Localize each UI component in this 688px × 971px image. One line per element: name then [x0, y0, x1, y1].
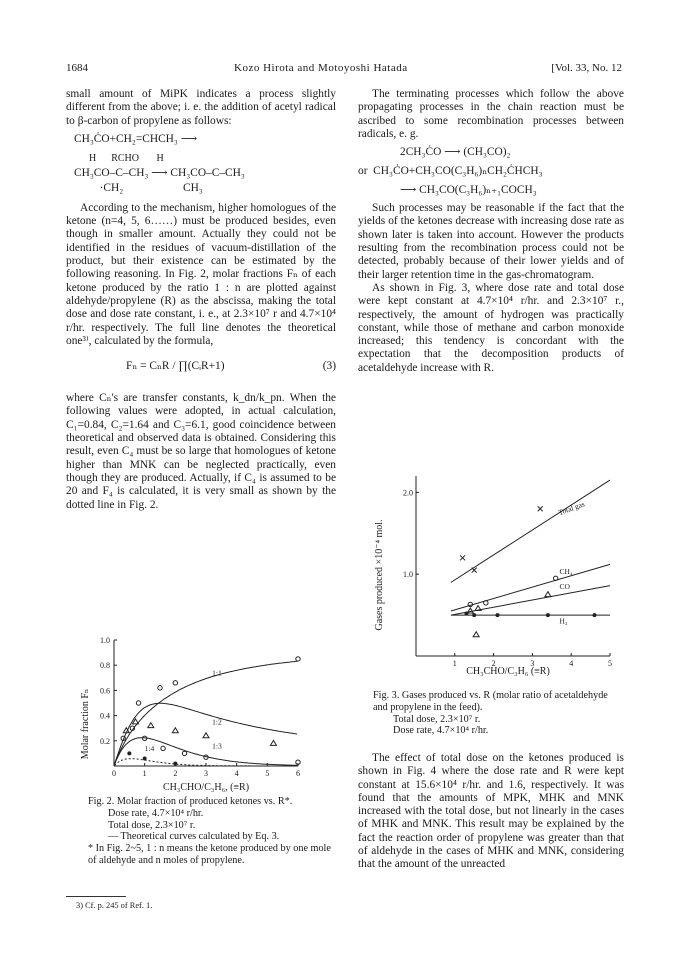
equation: or CH₃ĊO+CH₃CO(C₃H₆)ₙCH₂ĊHCH₃: [358, 165, 543, 178]
equation-3: [66, 348, 336, 392]
data-point: [592, 613, 596, 617]
data-point: [182, 751, 186, 755]
x-tick-label: 2: [491, 659, 496, 668]
data-point: [270, 740, 276, 745]
footnote-star: * In Fig. 2~5, 1 : n means the ketone produced by one mole of aldehyde and n moles of propylene.: [88, 843, 331, 866]
page-number: 1684: [66, 62, 88, 74]
data-point: [158, 686, 162, 690]
data-point: [172, 728, 178, 733]
equation: CH₃CO–C–CH₃ ⟶ CH₃CO–C–CH₃: [74, 166, 245, 179]
equation-number: (3): [322, 360, 336, 373]
caption-line: Total dose, 2.3×10⁷ r.: [108, 819, 196, 831]
y-tick-label: 2.0: [403, 488, 413, 498]
data-point: [148, 723, 154, 728]
figure-2-chart: [70, 632, 320, 792]
running-authors: Kozo Hirota and Motoyoshi Hatada: [234, 62, 408, 74]
right-column-top: [358, 88, 624, 375]
caption-line: Dose rate, 4.7×10⁴ r/hr.: [393, 725, 489, 737]
data-point: [136, 701, 140, 705]
data-point: [473, 632, 479, 637]
x-tick-label: 1: [452, 659, 457, 668]
x-tick-label: 0: [112, 769, 116, 778]
equation: 2CH₃ĊO ⟶ (CH₃CO)₂: [400, 146, 511, 159]
data-point: [161, 746, 165, 750]
equation: H RCHO H: [74, 152, 164, 164]
data-point: [538, 506, 543, 511]
data-point: [173, 761, 177, 765]
x-tick-label: 4: [569, 659, 574, 668]
equation: ·CH₂ CH₃: [74, 181, 203, 194]
x-tick-label: 1: [142, 769, 147, 778]
paragraph: where Cₙ's are transfer constants, k_dn/k_pn. When the following values were adopted, in actual calculation, C₁=0.84, C₂=1.64 and C₃=6.1, good coincidence between theoretical and observed data is obtained. Considering this result, even C₄ must be so large that homologues of ketone higher than MNK can be neglected practically, even though they are produced. Actually, if C₄ is assumed to be 20 and F₄ is calculated, it is very small as shown by the dotted line in Fig. 2.: [66, 392, 336, 511]
data-point: [460, 555, 465, 560]
x-tick-label: 3: [530, 659, 535, 668]
x-tick-label: 3: [204, 769, 208, 778]
series-label: Total gas: [557, 499, 586, 518]
paragraph: As shown in Fig. 3, where dose rate and total dose were kept constant at 4.7×10⁴ r/hr. and 2.3×10⁷ r., respectively, the amount of hydrogen was practically constant, while those of methane and carbon monoxide increased; this tendency is concordant with the expectation that the decomposition products of acetaldehyde increase with R.: [358, 281, 624, 374]
data-point: [546, 613, 550, 617]
data-point: [296, 657, 300, 661]
y-tick-label: 0.6: [100, 686, 110, 696]
y-tick-label: 0.2: [100, 736, 110, 746]
series-label: 1:4: [144, 743, 155, 753]
paragraph: The effect of total dose on the ketones produced is shown in Fig. 4 where the dose rate and R were kept constant at 15.6×10⁴ r/hr. and 1.6, respectively. It was found that the amounts of MPK, MHK and MNK increased with the total dose, but not linearly in the cases of MHK and MNK. This result may be explained by the fact the reaction order of propylene was greater than that of aldehyde in the cases of MHK and MNK, considering that the amount of the unreacted: [358, 752, 624, 871]
equation: ⟶ CH₃CO(C₃H₆)ₙ₊₁COCH₃: [400, 184, 537, 197]
figure-2-caption: [88, 796, 338, 867]
paragraph: Such processes may be reasonable if the fact that the yields of the ketones decrease with increasing dose rate as shown later is taken into account. However the products resulting from the recombination process could not be detected, probably because of their lower yields and of their larger retention time in the gas-chromatogram.: [358, 202, 624, 281]
x-tick-label: 6: [296, 769, 300, 778]
series-label: CH₄: [559, 567, 573, 577]
series-label: CO: [559, 581, 570, 591]
left-column: [66, 88, 336, 512]
x-axis-label: CH₃CHO/C₃H₆, (≡R): [162, 782, 250, 792]
series-label: H₂: [559, 616, 568, 626]
x-axis-label: CH₃CHO/C₃H₆ (≡R): [466, 666, 550, 677]
caption-title: Fig. 2. Molar fraction of produced ketones vs. R*.: [88, 796, 293, 807]
y-axis-label: Molar fraction Fₙ: [80, 688, 91, 760]
data-point: [472, 613, 476, 617]
y-tick-label: 1.0: [100, 636, 110, 645]
y-tick-label: 0.4: [100, 711, 110, 721]
equation: CH₃ĊO+CH₂=CHCH₃ ⟶: [74, 132, 198, 145]
curve-1-3: [115, 738, 298, 766]
data-point: [143, 756, 147, 760]
x-tick-label: 2: [173, 769, 178, 778]
figure-3-caption: [373, 690, 623, 737]
series-label: 1:2: [212, 717, 222, 727]
volume-info: [Vol. 33, No. 12: [551, 62, 622, 74]
footnote-rule: [66, 896, 126, 897]
data-point: [495, 613, 499, 617]
x-tick-label: 5: [608, 659, 612, 668]
data-point: [203, 733, 209, 738]
y-tick-label: 0.8: [100, 661, 110, 671]
caption-line: Dose rate, 4.7×10⁴ r/hr.: [108, 807, 204, 819]
x-tick-label: 4: [234, 769, 239, 778]
right-column-bottom: [358, 752, 624, 872]
y-axis-label: Gases produced ×10⁻⁴ mol.: [374, 519, 385, 631]
caption-line: — Theoretical curves calculated by Eq. 3.: [108, 831, 280, 843]
data-point: [545, 592, 551, 597]
caption-line: Total dose, 2.3×10⁷ r.: [393, 713, 481, 725]
paragraph: According to the mechanism, higher homologues of the ketone (n=4, 5, 6……) must be produced besides, even though in smaller amount. Actually they could not be identified in the residues of vacuum-distillation of the product, but their existence can be estimated by the following reasoning. In Fig. 2, molar fractions Fₙ of each ketone produced by the ratio 1 : n are plotted against aldehyde/propylene (R) as the abscissa, making the total dose and dose rate constant, i. e., at 2.3×10⁷ r and 4.7×10⁴ r/hr. respectively. The full line denotes the theoretical one³⁾, calculated by the formula,: [66, 201, 336, 347]
data-point: [467, 608, 473, 613]
fit-line-total-gas: [451, 480, 610, 582]
y-tick-label: 1.0: [403, 570, 413, 580]
equation: Fₙ = CₙR / ∏(CᵢR+1): [126, 360, 225, 373]
paragraph: small amount of MiPK indicates a process slightly different from the above; i. e. the addition of acetyl radical to β-carbon of propylene as follows:: [66, 88, 336, 127]
data-point: [127, 751, 131, 755]
footnote: 3) Cf. p. 245 of Ref. 1.: [76, 901, 153, 910]
data-point: [464, 611, 468, 615]
paragraph: The terminating processes which follow the above propagating processes in the chain reaction must be ascribed to some recombination processes between radicals, e. g.: [358, 88, 624, 140]
data-point: [173, 681, 177, 685]
series-label: 1:1: [212, 668, 222, 678]
curve-1-1: [115, 661, 298, 764]
series-label: 1:3: [212, 741, 222, 751]
x-tick-label: 5: [265, 769, 270, 778]
caption-title: Fig. 3. Gases produced vs. R (molar ratio of acetaldehyde and propylene in the feed).: [373, 690, 608, 713]
data-point: [472, 568, 477, 573]
figure-3-chart: [360, 470, 620, 690]
